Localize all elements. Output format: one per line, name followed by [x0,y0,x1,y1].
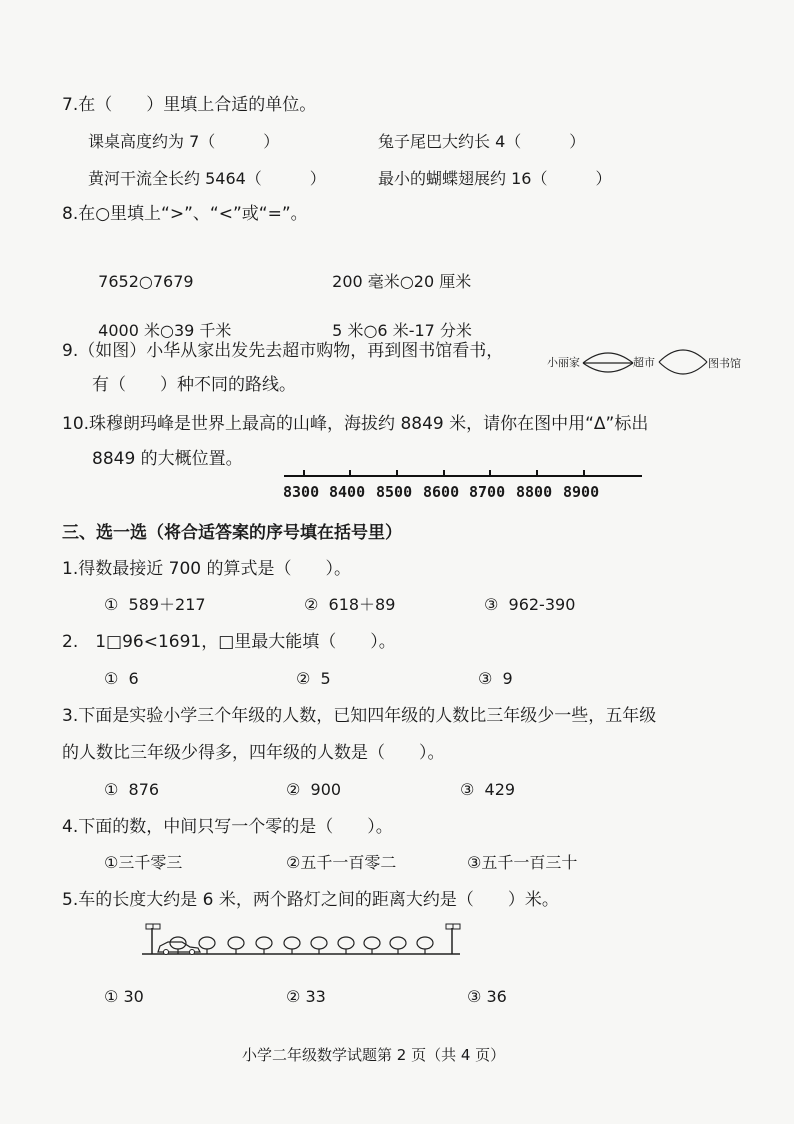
c1-option-1[interactable] [104,594,206,616]
c3-option-3-text: 429 [484,780,516,799]
route-market-library-upper [659,350,707,362]
tick-label-8700: 8700 [469,483,506,501]
q8-left-3: 4000 米 [98,321,160,340]
tree-icon [338,937,354,954]
tick-label-8400: 8400 [329,483,366,501]
page-footer: 小学二年级数学试题第 2 页（共 4 页） [242,1046,506,1064]
c4-option-2[interactable] [286,852,396,874]
circled-number-icon: ① [104,595,119,614]
map-market-label: 超市 [633,356,655,369]
tree-icon [228,937,244,954]
q8-left-1: 7652 [98,272,139,291]
tree-icon [284,937,300,954]
c3-option-2-text: 900 [310,780,342,799]
tree-icon [390,937,406,954]
tree-icon [199,937,215,954]
c5-question: 5.车的长度大约是 6 米，两个路灯之间的距离大约是（ ）米。 [62,890,559,910]
street-lamp-icon [146,924,160,954]
map-library-label: 图书馆 [708,357,741,370]
q8-left-4: 5 米 [332,321,364,340]
circled-number-icon: ② [286,853,301,872]
circled-number-icon: ③ [478,669,493,688]
q8-compare-1 [88,249,194,293]
compare-circle-icon[interactable]: ○ [399,272,414,291]
c3-option-1-text: 876 [128,780,160,799]
q8-compare-4 [322,298,472,342]
c1-option-3-text: 962-390 [508,595,576,614]
tick-label-8900: 8900 [563,483,600,501]
tick-label-8500: 8500 [376,483,413,501]
c2-option-3[interactable] [478,668,513,690]
circled-number-icon: ③ [460,780,475,799]
route-market-library-lower [659,362,707,374]
circled-number-icon: ② [304,595,319,614]
q10-line1: 10.珠穆朗玛峰是世界上最高的山峰，海拔约 8849 米，请你在图中用“Δ”标出 [62,414,649,434]
c3-option-2[interactable] [286,779,341,801]
compare-circle-icon[interactable]: ○ [363,321,378,340]
c1-option-2[interactable] [304,594,395,616]
q7-item-desk: 课桌高度约为 7（ ） [88,132,280,151]
c2-question: 2. 1□96<1691，□里最大能填（ ）。 [62,632,396,652]
c2-option-1[interactable] [104,668,139,690]
tree-icon [311,937,327,954]
c4-option-1-text: 三千零三 [118,853,183,872]
c1-option-2-text: 618＋89 [328,595,396,614]
c4-option-1[interactable] [104,852,182,874]
c1-option-3[interactable] [484,594,575,616]
q10-line2: 8849 的大概位置。 [92,449,243,469]
street-lamp-icon [446,924,460,954]
q8-right-1: 7679 [152,272,194,291]
section3-title: 三、选一选（将合适答案的序号填在括号里） [62,523,402,543]
c5-option-1-text: 30 [123,987,144,1006]
map-home-label: 小丽家 [547,356,580,369]
q8-compare-3 [88,298,231,342]
route-home-market-lower [583,363,633,372]
tick-label-8300: 8300 [283,483,320,501]
circled-number-icon: ③ [467,987,482,1006]
c2-option-2-text: 5 [320,669,331,688]
q7-item-river: 黄河干流全长约 5464（ ） [88,169,326,188]
q7-title: 7.在（ ）里填上合适的单位。 [62,95,317,115]
q8-title: 8.在○里填上“>”、“<”或“=”。 [62,204,308,224]
q8-right-3: 39 千米 [173,321,232,340]
c2-option-1-text: 6 [128,669,139,688]
street-illustration [142,922,462,958]
route-lines [545,340,755,384]
c5-option-1[interactable] [104,986,144,1008]
circled-number-icon: ① [104,669,119,688]
route-home-market-upper [583,353,633,363]
circled-number-icon: ① [104,780,119,799]
tree-icon [364,937,380,954]
q7-item-butterfly: 最小的蝴蝶翅展约 16（ ） [378,169,612,188]
route-map [545,340,755,384]
c3-line2: 的人数比三年级少得多，四年级的人数是（ ）。 [62,743,445,763]
tick-label-8600: 8600 [423,483,460,501]
c4-option-3-text: 五千一百三十 [481,853,578,872]
c5-option-2-text: 33 [305,987,326,1006]
q8-compare-2 [322,249,471,293]
c3-option-3[interactable] [460,779,515,801]
circled-number-icon: ② [296,669,311,688]
c5-option-2[interactable] [286,986,326,1008]
c5-option-3-text: 36 [486,987,507,1006]
circled-number-icon: ② [286,987,301,1006]
c3-line1: 3.下面是实验小学三个年级的人数，已知四年级的人数比三年级少一些，五年级 [62,706,657,726]
compare-circle-icon[interactable]: ○ [138,272,153,291]
q8-right-2: 20 厘米 [413,272,472,291]
c4-question: 4.下面的数，中间只写一个零的是（ ）。 [62,817,393,837]
circled-number-icon: ① [104,987,119,1006]
c5-option-3[interactable] [467,986,507,1008]
compare-circle-icon[interactable]: ○ [159,321,174,340]
c4-option-3[interactable] [467,852,577,874]
q9-line2: 有（ ）种不同的路线。 [92,375,296,395]
circled-number-icon: ③ [484,595,499,614]
q8-left-2: 200 毫米 [332,272,400,291]
q8-right-4: 6 米-17 分米 [377,321,472,340]
c2-option-2[interactable] [296,668,331,690]
circled-number-icon: ③ [467,853,482,872]
q7-item-rabbit: 兔子尾巴大约长 4（ ） [378,132,586,151]
circled-number-icon: ① [104,853,119,872]
c4-option-2-text: 五千一百零二 [300,853,397,872]
tree-icon [256,937,272,954]
c2-option-3-text: 9 [502,669,513,688]
circled-number-icon: ② [286,780,301,799]
c1-option-1-text: 589＋217 [128,595,206,614]
tree-icon [417,937,433,954]
car-icon [158,942,200,955]
c3-option-1[interactable] [104,779,159,801]
c1-question: 1.得数最接近 700 的算式是（ ）。 [62,559,351,579]
tick-label-8800: 8800 [516,483,553,501]
q9-line1: 9.（如图）小华从家出发先去超市购物，再到图书馆看书， [62,341,504,361]
